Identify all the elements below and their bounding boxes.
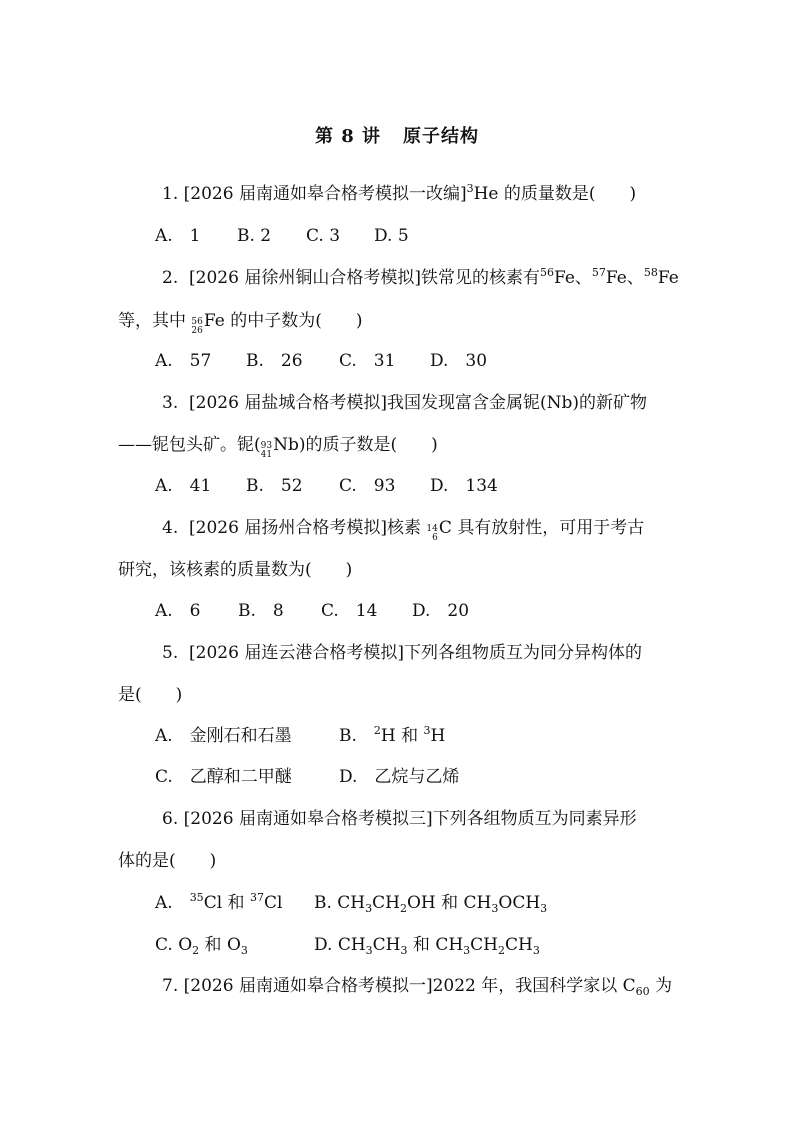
question-5 (162, 641, 642, 665)
question-source: [2026 届盐城合格考模拟] (189, 393, 387, 413)
mass-number: 3 (423, 724, 431, 737)
question-text: 核素 (386, 518, 427, 538)
lecture-topic: 原子结构 (403, 126, 480, 147)
formula: C. O (155, 935, 193, 955)
option-d[interactable]: D. 20 (412, 601, 470, 621)
question-number: 4. (162, 518, 179, 538)
mass-number: 3 (466, 182, 474, 195)
question-5-line-2: 是( ) (118, 685, 183, 705)
option-a[interactable]: A. 57 (155, 351, 212, 371)
question-text: )的质子数是( ) (298, 435, 438, 455)
element-symbol: H (430, 726, 446, 746)
option-c[interactable]: C. 乙醇和二甲醚 (155, 767, 292, 787)
question-source: [2026 届连云港合格考模拟] (189, 643, 404, 663)
option-a[interactable] (155, 891, 282, 915)
option-c[interactable]: C. $O_2$ 和 $O_3$ (155, 935, 248, 957)
question-text: 的质量数是( ) (498, 184, 637, 204)
question-4 (162, 516, 644, 543)
option-b[interactable]: B. $CH_3CH_2OH$ 和 $CH_3OCH_3$ (314, 893, 548, 915)
question-3 (162, 391, 647, 415)
option-b[interactable]: B. 8 (238, 601, 284, 621)
element-symbol: Fe、 (605, 268, 644, 288)
question-source: [2026 届南通如皋合格考模拟一改编] (183, 184, 467, 204)
question-text: 为 (649, 976, 673, 996)
option-c[interactable]: C. 14 (321, 601, 378, 621)
formula: D. CH (314, 935, 366, 955)
option-label: B. (339, 726, 374, 746)
element-symbol: Nb (273, 435, 299, 455)
formula: B. CH (314, 893, 366, 913)
element-symbol: H 和 (380, 726, 424, 746)
option-b[interactable]: B. 52 (246, 476, 303, 496)
subscript: 60 (635, 985, 650, 998)
lecture-number: 第 8 讲 (314, 126, 382, 147)
element-symbol: Cl (263, 893, 283, 913)
element-symbol: Fe (657, 268, 679, 288)
question-text: 等，其中 (118, 311, 192, 331)
question-3-line-2 (118, 433, 438, 460)
mass-number: 57 (591, 266, 606, 279)
mass-number: 14 (426, 524, 438, 534)
mass-number: 56 (191, 317, 203, 327)
question-text: 具有放射性，可用于考古 (451, 518, 645, 538)
question-text: 下列各组物质互为同分异构体的 (403, 643, 642, 663)
element-symbol: Cl 和 (203, 893, 250, 913)
question-source: [2026 届扬州合格考模拟] (189, 518, 387, 538)
option-a[interactable]: A. 金刚石和石墨 (155, 726, 292, 746)
option-d[interactable]: D. 乙烷与乙烯 (339, 767, 460, 787)
mass-number: 35 (189, 891, 204, 904)
question-6 (162, 807, 637, 831)
question-2 (162, 266, 679, 290)
element-symbol: Fe、 (553, 268, 592, 288)
page-title (0, 122, 794, 148)
element-symbol: Fe (203, 311, 225, 331)
option-d[interactable]: D. 30 (430, 351, 488, 371)
option-c[interactable]: C. 93 (339, 476, 396, 496)
question-number: 1. (162, 184, 179, 204)
element-symbol: C (438, 518, 452, 538)
question-4-line-2: 研究，该核素的质量数为( ) (118, 560, 353, 580)
mass-number: 93 (260, 441, 273, 451)
question-7 (162, 974, 672, 998)
question-number: 7. (162, 976, 179, 996)
option-a[interactable]: A. 41 (155, 476, 212, 496)
nuclide-symbol (191, 309, 224, 336)
option-b[interactable]: B. 26 (246, 351, 303, 371)
question-number: 3. (162, 393, 179, 413)
question-number: 6. (162, 809, 179, 829)
question-text: 下列各组物质互为同素异形 (432, 809, 637, 829)
question-1 (162, 182, 636, 206)
option-a[interactable]: A. 1 (155, 226, 201, 246)
question-source: [2026 届南通如皋合格考模拟三] (183, 809, 433, 829)
option-b[interactable]: B. 2 (237, 226, 272, 246)
question-number: 2. (162, 268, 179, 288)
mass-number: 56 (539, 266, 554, 279)
option-d[interactable]: D. $CH_3CH_3$ 和 $CH_3CH_2CH_3$ (314, 935, 540, 957)
option-label: A. (155, 893, 190, 913)
question-text: 我国发现富含金属铌(Nb)的新矿物 (386, 393, 648, 413)
element-symbol: He (473, 184, 499, 204)
question-text: 的中子数为( ) (224, 311, 363, 331)
question-6-line-2: 体的是( ) (118, 851, 217, 871)
question-source: [2026 届徐州铜山合格考模拟] (189, 268, 421, 288)
option-b[interactable] (339, 724, 445, 748)
mass-number: 37 (249, 891, 264, 904)
option-c[interactable]: C. 31 (339, 351, 396, 371)
question-text: 铁常见的核素有 (420, 268, 540, 288)
mass-number: 58 (643, 266, 658, 279)
option-a[interactable]: A. 6 (155, 601, 201, 621)
question-number: 5. (162, 643, 179, 663)
option-c[interactable]: C. 3 (306, 226, 341, 246)
nuclide-symbol (426, 516, 451, 543)
mass-number: 2 (373, 724, 381, 737)
atomic-number: 6 (432, 533, 438, 543)
nuclide-symbol (261, 433, 299, 460)
option-d[interactable]: D. 134 (430, 476, 498, 496)
atomic-number: 41 (260, 450, 273, 460)
option-d[interactable]: D. 5 (374, 226, 409, 246)
question-2-line-2 (118, 309, 362, 336)
question-text: ——铌包头矿。铌( (118, 435, 261, 455)
atomic-number: 26 (191, 326, 203, 336)
question-text: 2022 年，我国科学家以 C (432, 976, 636, 996)
question-source: [2026 届南通如皋合格考模拟一] (183, 976, 433, 996)
